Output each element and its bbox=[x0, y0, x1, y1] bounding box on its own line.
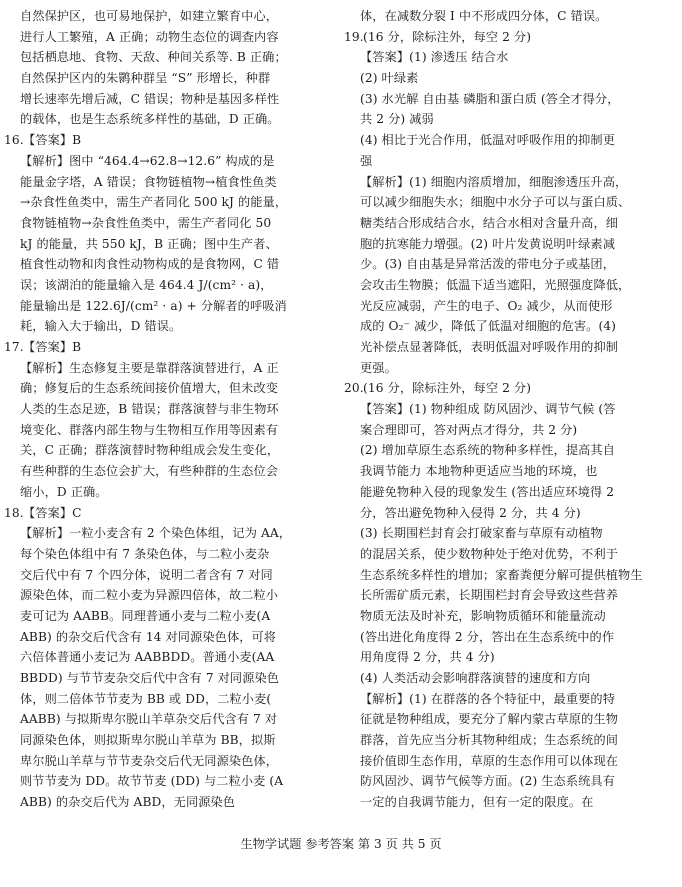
text-line bbox=[344, 482, 678, 503]
line-text: 【答案】B bbox=[23, 133, 82, 148]
text-line bbox=[4, 627, 336, 648]
line-text: 【解析】(1) 在群落的各个特征中，最重要的特 bbox=[360, 691, 615, 706]
text-line bbox=[4, 668, 336, 689]
text-line bbox=[344, 109, 678, 130]
line-text: 糖类结合形成结合水，结合水相对含量升高，细 bbox=[360, 215, 619, 230]
text-line bbox=[4, 461, 336, 482]
line-text: 光补偿点显著降低，表明低温对呼吸作用的抑制 bbox=[360, 340, 619, 354]
line-text: (2) 增加草原生态系统的物种多样性，提高其自 bbox=[360, 443, 615, 458]
question-number: 18. bbox=[4, 505, 24, 520]
line-text: 自然保护区，也可易地保护，如建立繁育中心， bbox=[20, 9, 279, 23]
text-line bbox=[344, 234, 678, 255]
line-text: (2) 叶绿素 bbox=[360, 71, 419, 86]
text-line bbox=[344, 89, 678, 110]
text-line bbox=[4, 337, 336, 358]
text-line bbox=[4, 585, 336, 606]
line-text: (答出进化角度得 2 分，答出在生态系统中的作 bbox=[360, 629, 615, 644]
text-line bbox=[4, 709, 336, 730]
text-line bbox=[4, 565, 336, 586]
text-line bbox=[4, 89, 336, 110]
line-text: 群落，首先应当分析其物种组成；生态系统的间 bbox=[360, 733, 619, 748]
text-line bbox=[344, 606, 678, 627]
line-text: (3) 水光解 自由基 磷脂和蛋白质 (答全才得分， bbox=[360, 91, 620, 106]
text-line bbox=[4, 606, 336, 627]
line-text: 会攻击生物膜；低温下适当遮阳，光照强度降低， bbox=[360, 277, 631, 292]
line-text: →杂食性鱼类中，需生产者同化 500 kJ 的能量， bbox=[20, 195, 288, 210]
text-line bbox=[4, 482, 336, 503]
line-text: 增长速率先增后减，C 错误；物种是基因多样性 bbox=[20, 91, 280, 106]
text-line bbox=[4, 213, 336, 234]
line-text: 误；该湖泊的能量输入是 464.4 J/(cm² · a)， bbox=[20, 277, 273, 292]
line-text: 体，在减数分裂 Ⅰ 中不形成四分体，C 错误。 bbox=[360, 9, 608, 23]
line-text: 【答案】C bbox=[23, 505, 82, 520]
line-text: 共 2 分) 减弱 bbox=[360, 112, 434, 127]
line-text: (16 分，除标注外，每空 2 分) bbox=[363, 381, 532, 396]
line-text: 我调节能力 本地物种更适应当地的环境，也 bbox=[360, 464, 598, 479]
line-text: (4) 相比于光合作用，低温对呼吸作用的抑制更 bbox=[360, 133, 615, 148]
line-text: 接价值即生态作用，草原的生态作用可以体现在 bbox=[360, 753, 619, 768]
text-line bbox=[344, 420, 678, 441]
text-line bbox=[4, 27, 336, 48]
text-line bbox=[344, 27, 678, 48]
line-text: 用角度得 2 分，共 4 分) bbox=[360, 650, 495, 665]
text-line bbox=[344, 172, 678, 193]
line-text: 能量输出是 122.6J/(cm² · a) + 分解者的呼吸消 bbox=[20, 298, 287, 313]
text-line bbox=[4, 440, 336, 461]
text-line bbox=[344, 792, 678, 813]
text-line bbox=[344, 565, 678, 586]
line-text: 【答案】(1) 渗透压 结合水 bbox=[360, 50, 509, 65]
text-line bbox=[344, 647, 678, 668]
line-text: 的混居关系，使少数物种处于绝对优势，不利于 bbox=[360, 546, 619, 561]
text-line bbox=[344, 689, 678, 710]
line-text: 自然保护区内的朱鹮种群呈 “S” 形增长，种群 bbox=[20, 71, 271, 86]
line-text: 能避免物种入侵的现象发生 (答出适应环境得 2 bbox=[360, 484, 615, 499]
text-line bbox=[4, 109, 336, 130]
line-text: 分，答出避免物种入侵得 2 分，共 4 分) bbox=[360, 505, 581, 520]
text-line bbox=[4, 234, 336, 255]
text-line bbox=[344, 6, 678, 27]
text-line bbox=[344, 627, 678, 648]
line-text: 进行人工繁殖，A 正确；动物生态位的调查内容 bbox=[20, 29, 279, 44]
text-line bbox=[344, 358, 678, 379]
text-line bbox=[344, 709, 678, 730]
text-line bbox=[4, 544, 336, 565]
text-line bbox=[4, 689, 336, 710]
line-text: 更强。 bbox=[360, 360, 397, 375]
line-text: 体，则二倍体节节麦为 BB 或 DD，二粒小麦( bbox=[20, 691, 272, 706]
text-line bbox=[344, 730, 678, 751]
line-text: 人类的生态足迹，B 错误；群落演替与非生物环 bbox=[20, 402, 279, 417]
line-text: 物质无法及时补充，影响物质循环和能量流动 bbox=[360, 608, 606, 623]
text-line bbox=[4, 730, 336, 751]
text-line bbox=[344, 503, 678, 524]
left-column bbox=[4, 6, 336, 813]
line-text: 植食性动物和肉食性动物构成的是食物网，C 错 bbox=[20, 257, 280, 272]
text-line bbox=[4, 316, 336, 337]
text-line bbox=[344, 254, 678, 275]
line-text: 能量金字塔，A 错误；食物链植物→植食性鱼类 bbox=[20, 174, 277, 189]
line-text: 确；修复后的生态系统间接价值增大，但未改变 bbox=[20, 381, 279, 396]
line-text: 【解析】生态修复主要是靠群落演替进行，A 正 bbox=[20, 360, 279, 375]
line-text: 案合理即可，答对两点才得分，共 2 分) bbox=[360, 422, 578, 437]
line-text: 少。(3) 自由基是异常活泼的带电分子或基团， bbox=[360, 257, 615, 272]
text-line bbox=[344, 771, 678, 792]
line-text: 长所需矿质元素，长期围栏封育会导致这些营养 bbox=[360, 588, 619, 603]
line-text: 【答案】B bbox=[23, 340, 82, 354]
line-text: (16 分，除标注外，每空 2 分) bbox=[363, 29, 532, 44]
right-column bbox=[344, 6, 678, 813]
text-line bbox=[4, 47, 336, 68]
text-line bbox=[344, 378, 678, 399]
line-text: kJ 的能量，共 550 kJ，B 正确；图中生产者、 bbox=[20, 236, 278, 251]
text-line bbox=[4, 6, 336, 27]
line-text: 交后代中有 7 个四分体，说明二者含有 7 对同 bbox=[20, 567, 273, 582]
text-line bbox=[344, 399, 678, 420]
line-text: 的载体，也是生态系统多样性的基础，D 正确。 bbox=[20, 112, 280, 127]
text-line bbox=[4, 378, 336, 399]
text-line bbox=[4, 130, 336, 151]
page-footer: 生物学试题 参考答案 第 3 页 共 5 页 bbox=[240, 837, 442, 851]
line-text: 【解析】(1) 细胞内溶质增加，细胞渗透压升高， bbox=[360, 174, 628, 189]
question-number: 17. bbox=[4, 340, 24, 354]
text-line bbox=[344, 316, 678, 337]
text-line bbox=[4, 771, 336, 792]
text-line bbox=[4, 503, 336, 524]
text-line bbox=[344, 213, 678, 234]
text-line bbox=[344, 275, 678, 296]
question-number: 16. bbox=[4, 133, 24, 148]
line-text: AABB) 与拟斯卑尔脱山羊草杂交后代含有 7 对 bbox=[20, 712, 278, 727]
text-line bbox=[344, 151, 678, 172]
line-text: 胞的抗寒能力增强。(2) 叶片发黄说明叶绿素减 bbox=[360, 236, 615, 251]
text-line bbox=[4, 792, 336, 813]
text-line bbox=[4, 523, 336, 544]
line-text: 防风固沙、调节气候等方面。(2) 生态系统具有 bbox=[360, 774, 615, 789]
text-line bbox=[4, 192, 336, 213]
line-text: 一定的自我调节能力，但有一定的限度。在 bbox=[360, 795, 594, 810]
line-text: ABB) 的杂交后代含有 14 对同源染色体，可将 bbox=[20, 629, 277, 644]
text-line bbox=[344, 523, 678, 544]
text-line bbox=[344, 68, 678, 89]
line-text: 成的 O₂⁻ 减少，降低了低温对细胞的危害。(4) bbox=[360, 319, 617, 334]
text-line bbox=[344, 47, 678, 68]
text-line bbox=[344, 544, 678, 565]
text-line bbox=[344, 337, 678, 358]
text-line bbox=[4, 68, 336, 89]
text-line bbox=[344, 461, 678, 482]
text-line bbox=[344, 296, 678, 317]
line-text: 缩小，D 正确。 bbox=[20, 484, 108, 499]
line-text: 光反应减弱，产生的电子、O₂ 减少，从而使形 bbox=[360, 298, 613, 313]
text-line bbox=[4, 254, 336, 275]
line-text: 有些种群的生态位会扩大，有些种群的生态位会 bbox=[20, 464, 279, 479]
text-line bbox=[4, 751, 336, 772]
line-text: 包括栖息地、食物、天敌、种间关系等. B 正确； bbox=[20, 50, 287, 65]
line-text: 可以减少细胞失水；细胞中水分子可以与蛋白质、 bbox=[360, 195, 631, 210]
text-line bbox=[4, 172, 336, 193]
line-text: 【答案】(1) 物种组成 防风固沙、调节气候 (答 bbox=[360, 402, 616, 417]
text-line bbox=[344, 668, 678, 689]
line-text: BBDD) 与节节麦杂交后代中含有 7 对同源染色 bbox=[20, 671, 280, 685]
line-text: 每个染色体组中有 7 条染色体，与二粒小麦杂 bbox=[20, 546, 270, 561]
text-line bbox=[344, 192, 678, 213]
line-text: 则节节麦为 DD。故节节麦 (DD) 与二粒小麦 (A bbox=[20, 774, 284, 789]
line-text: 源染色体，而二粒小麦为异源四倍体，故二粒小 bbox=[20, 588, 279, 603]
line-text: 生态系统多样性的增加；家畜粪便分解可提供植物生 bbox=[360, 567, 643, 582]
line-text: (4) 人类活动会影响群落演替的速度和方向 bbox=[360, 671, 591, 685]
line-text: 同源染色体，则拟斯卑尔脱山羊草为 BB，拟斯 bbox=[20, 733, 276, 748]
question-number: 20. bbox=[344, 381, 364, 396]
line-text: ABB) 的杂交后代为 ABD，无同源染色 bbox=[20, 795, 236, 810]
question-number: 19. bbox=[344, 29, 364, 44]
line-text: 食物链植物→杂食性鱼类中，需生产者同化 50 bbox=[20, 215, 272, 230]
line-text: (3) 长期围栏封育会打破家畜与草原有动植物 bbox=[360, 526, 603, 541]
line-text: 耗，输入大于输出，D 错误。 bbox=[20, 319, 182, 334]
text-line bbox=[344, 751, 678, 772]
text-line bbox=[344, 130, 678, 151]
line-text: 境变化、群落内部生物与生物相互作用等因素有 bbox=[20, 422, 279, 437]
text-line bbox=[4, 399, 336, 420]
line-text: 卑尔脱山羊草与节节麦杂交后代无同源染色体， bbox=[20, 753, 279, 768]
line-text: 征就是物种组成，要充分了解内蒙古草原的生物 bbox=[360, 712, 619, 727]
text-line bbox=[344, 440, 678, 461]
text-line bbox=[4, 647, 336, 668]
text-line bbox=[4, 151, 336, 172]
text-line bbox=[4, 358, 336, 379]
line-text: 六倍体普通小麦记为 AABBDD。普通小麦(AA bbox=[20, 650, 275, 665]
line-text: 【解析】一粒小麦含有 2 个染色体组，记为 AA， bbox=[20, 526, 292, 541]
text-line bbox=[4, 275, 336, 296]
line-text: 关，C 正确；群落演替时物种组成会发生变化， bbox=[20, 443, 280, 458]
text-line bbox=[344, 585, 678, 606]
line-text: 【解析】图中 “464.4→62.8→12.6” 构成的是 bbox=[20, 153, 275, 168]
text-line bbox=[4, 296, 336, 317]
text-line bbox=[4, 420, 336, 441]
line-text: 麦可记为 AABB。同理普通小麦与二粒小麦(A bbox=[20, 608, 271, 623]
line-text: 强 bbox=[360, 153, 373, 168]
